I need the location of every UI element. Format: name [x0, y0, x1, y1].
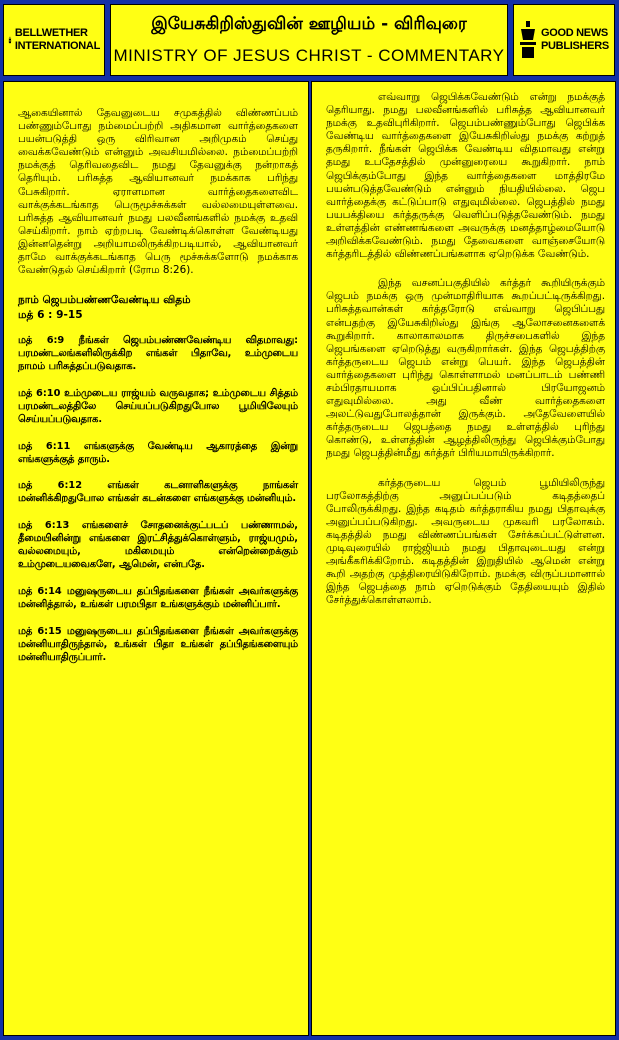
- commentary-paragraph-1: எவ்வாறு ஜெபிக்கவேண்டும் என்று நமக்குத் தெரியாது. நமது பலவீனங்களில் பரிசுத்த ஆவியானவர் நமக்கு உதவிபுரிகிறார். ஜெபம்பண்ணும்போது ஜெபிக்க வேண்டிய வார்த்தைகளை இயேசுகிறிஸ்து நமக்கு கற்றுத் தருகிறார். நீங்கள் ஜெபிக்க வேண்டிய விதமாவது என்று தமது உபதேசத்தில் முன்னுரையை கூறுகிறார். நாம் ஜெபிக்கும்போது இந்த வார்த்தைகளை மாத்திரமே பயன்படுத்தவேண்டும் என்னும் நியதியில்லை. ஜெப வார்த்தைக்கு கட்டுப்பாடு எதுவுமில்லை. ஜெபத்தில் நமது பயபக்தியை கர்த்தருக்கு வெளிப்படுத்தவேண்டும். நமது உள்ளத்தின் எண்ணங்களை அவருக்கு மனத்தாழ்மையோடு அறிவிக்கவேண்டும். நமது தேவைகளை வாஞ்சையோடு கர்த்தரிடத்தில் விண்ணப்பங்களாக ஏறெடுக்க வேண்டும்.: [326, 91, 605, 261]
- intro-paragraph: ஆகையினால் தேவனுடைய சமுகத்தில் விண்ணப்பம் பண்ணும்போது நம்மைப்பற்றி அதிகமான வார்த்தைகளை பயன்படுத்தி ஒரு விரிவான அறிமுகம் செய்து வைக்கவேண்டும் என்னும் அவசியமில்லை. நம்மைப்பற்றி நமக்குத் தெரிவதைவிட நமது தேவனுக்கு நன்றாகத் தெரியும். பரிசுத்த ஆவியானவர் நமக்காக பரிந்து பேசுகிறார். ஏராளமான வார்த்தைகளைவிட வாக்குக்கடங்காத பெருமூச்சுக்கள் வல்லமையுள்ளவை. பரிசுத்த ஆவியானவர் நமது பலவீனங்களில் நமக்கு உதவி செய்கிறார். நாம் ஏற்றபடி வேண்டிக்கொள்ள வேண்டியது இன்னதென்று அறியாமலிருக்கிறபடியால், ஆவியானவர் தாமே வாக்குக்கடங்காத பெரு மூச்சுக்களோடு நமக்காக வேண்டுதல் செய்கிறார் (ரோம 8:26).: [18, 107, 298, 277]
- verse-6-11: மத் 6:11 எங்களுக்கு வேண்டிய ஆகாரத்தை இன்று எங்களுக்குத் தாரும்.: [18, 440, 298, 465]
- verse-6-10: மத் 6:10 உம்முடைய ராஜ்யம் வருவதாக; உம்முடைய சித்தம் பரமண்டலத்திலே செய்யப்படுகிறதுபோல பூமியிலேயும் செய்யப்படுவதாக.: [18, 387, 298, 425]
- right-column: [311, 81, 616, 1036]
- verse-6-9: மத் 6:9 நீங்கள் ஜெபம்பண்ணவேண்டிய விதமாவது: பரமண்டலங்களிலிருக்கிற எங்கள் பிதாவே, உம்முடைய நாமம் பரிசுத்தப்படுவதாக.: [18, 335, 298, 373]
- commentary-paragraph-2: இந்த வசனப்பகுதியில் கர்த்தர் கூறியிருக்கும் ஜெபம் நமக்கு ஒரு முன்மாதிரியாக கூறப்பட்டிருக்கிறது. பரிசுத்தவான்கள் கர்த்தரோடு எவ்வாறு ஜெபிப்பது என்பதற்கு இயேசுகிறிஸ்து இங்கு ஆலோசனைகளைக் கூறுகிறார். காலாகாலமாக திருச்சபைகளில் இந்த ஜெபங்களை ஏறெடுத்து வருகிறார்கள். இந்த ஜெபத்திற்கு கர்த்தருடைய ஜெபம் என்று பெயர். இந்த ஜெபத்தின் வார்த்தைகளை புரிந்து கொள்ளாமல் மனப்பாடம் பண்ணி சம்பிரதாயமாக ஒப்பிப்பதினால் பிரயோஜனம் எதுவுமில்லை. அது வீண் வார்த்தைகளை அலட்டுவதுபோலத்தான் இருக்கும். அதேவேளையில் கர்த்தருடைய ஜெபத்தை நமது உள்ளத்தில் புரிந்து கொண்டு, உள்ளத்தின் ஆழத்திலிருந்து ஜெபிக்கும்போது நமது ஜெபத்தின்மீது கர்த்தர் பிரியமாயிருக்கிறார்.: [326, 277, 605, 460]
- left-column: [3, 81, 309, 1036]
- verse-6-14: மத் 6:14 மனுஷருடைய தப்பிதங்களை நீங்கள் அவர்களுக்கு மன்னித்தால், உங்கள் பரமபிதா உங்களுக்கும் மன்னிப்பார்.: [18, 585, 298, 610]
- bellwether-logo: [3, 4, 105, 76]
- section-heading: [18, 293, 298, 323]
- right-logo-line2: PUBLISHERS: [541, 40, 609, 52]
- verse-6-12: மத் 6:12 எங்கள் கடனாளிகளுக்கு நாங்கள் மன்னிக்கிறதுபோல எங்கள் கடன்களை எங்களுக்கு மன்னியும்.: [18, 480, 298, 505]
- title-english: MINISTRY OF JESUS CHRIST - COMMENTARY: [113, 46, 505, 65]
- title-tamil: இயேசுகிறிஸ்துவின் ஊழியம் - விரிவுரை: [151, 14, 467, 34]
- tower-icon: [518, 20, 538, 60]
- right-logo-line1: GOOD NEWS: [541, 27, 608, 39]
- good-news-logo: [513, 4, 615, 76]
- left-logo-line2: INTERNATIONAL: [14, 40, 100, 52]
- verse-6-13: மத் 6:13 எங்களைச் சோதனைக்குட்படப் பண்ணாமல், தீமையினின்று எங்களை இரட்சித்துக்கொள்ளும், ராஜ்யமும், வல்லமையும், மகிமையும் என்றென்றைக்கும் உம்முடையவைகளே, ஆமென், என்பதே.: [18, 520, 298, 570]
- bell-tower-icon: [8, 20, 12, 60]
- left-logo-line1: BELLWETHER: [14, 27, 88, 39]
- verse-6-15: மத் 6:15 மனுஷருடைய தப்பிதங்களை நீங்கள் அவர்களுக்கு மன்னியாதிருந்தால், உங்கள் பிதா உங்கள் தப்பிதங்களையும் மன்னியாதிருப்பார்.: [18, 625, 298, 663]
- header-title: [110, 4, 508, 76]
- commentary-paragraph-3: கர்த்தருடைய ஜெபம் பூமியிலிருந்து பரலோகத்திற்கு அனுப்பப்படும் கடிதத்தைப் போலிருக்கிறது. இந்த கடிதம் கர்த்தராகிய நமது பிதாவுக்கு அனுப்பப்படுகிறது. அவருடைய முகவரி பரலோகம். கடிதத்தில் நமது விண்ணப்பங்கள் சேர்க்கப்பட்டுள்ளன. முடிவுரையில் ராஜ்ஜியம் நமது பிதாவுடையது என்று அங்கீகரிக்கிறோம். கடிதத்தின் இறுதியில் ஆமென் என்று கூறி அதற்கு முத்திரையிடுகிறோம். நமக்கு விருப்பமானால் இந்த ஜெபத்தை நாம் ஏறெடுக்கும் தேதியையும் இதில் சேர்த்துக்கொள்ளலாம்.: [326, 476, 605, 607]
- section-heading-reference: மத் 6 : 9-15: [18, 309, 83, 322]
- section-heading-title: நாம் ஜெபம்பண்ணவேண்டிய விதம்: [18, 294, 191, 307]
